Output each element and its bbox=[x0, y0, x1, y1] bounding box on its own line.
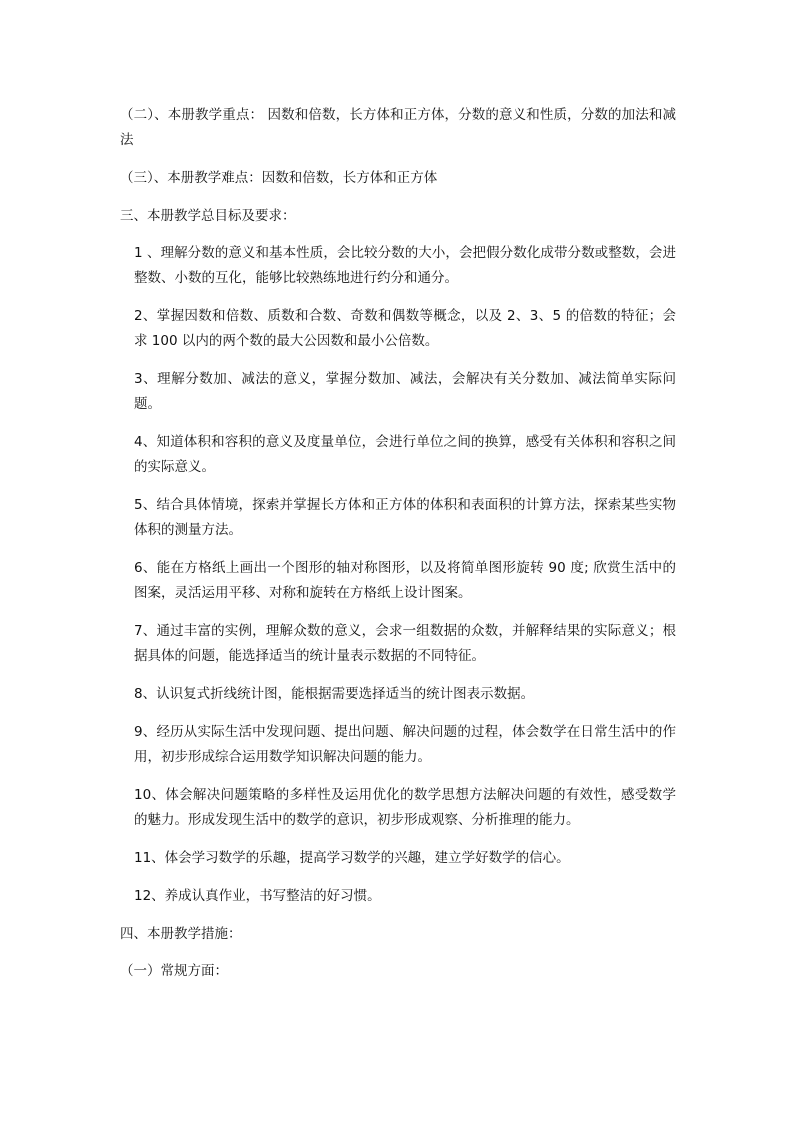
goal-item-5: 5、结合具体情境，探索并掌握长方体和正方体的体积和表面积的计算方法，探索某些实物体积的测量方法。 bbox=[134, 497, 676, 538]
teaching-difficulties: （三）、本册教学难点：因数和倍数，长方体和正方体 bbox=[120, 170, 438, 186]
goal-item-10: 10、体会解决问题策略的多样性及运用优化的数学思想方法解决问题的有效性，感受数学的魅力。形成发现生活中的数学的意识，初步形成观察、分析推理的能力。 bbox=[134, 787, 676, 828]
goal-item-7: 7、通过丰富的实例，理解众数的意义，会求一组数据的众数，并解释结果的实际意义；根据具体的问题，能选择适当的统计量表示数据的不同特征。 bbox=[134, 623, 676, 664]
goal-item-6: 6、能在方格纸上画出一个图形的轴对称图形，以及将简单图形旋转 90 度; 欣赏生活中的图案，灵活运用平移、对称和旋转在方格纸上设计图案。 bbox=[134, 560, 676, 601]
section-3-heading: 三、本册教学总目标及要求： bbox=[120, 208, 296, 224]
section-4-heading: 四、本册教学措施： bbox=[120, 926, 242, 942]
goal-item-9: 9、经历从实际生活中发现问题、提出问题、解决问题的过程，体会数学在日常生活中的作用，初步形成综合运用数学知识解决问题的能力。 bbox=[134, 724, 676, 765]
routine-subheading: （一）常规方面： bbox=[120, 963, 228, 979]
goal-item-2: 2、掌握因数和倍数、质数和合数、奇数和偶数等概念，以及 2、3、5 的倍数的特征；会求 100 以内的两个数的最大公因数和最小公倍数。 bbox=[134, 308, 676, 349]
teaching-key-points: （二）、本册教学重点： 因数和倍数，长方体和正方体，分数的意义和性质，分数的加法和减法 bbox=[120, 107, 676, 148]
goal-item-3: 3、理解分数加、减法的意义，掌握分数加、减法，会解决有关分数加、减法简单实际问题。 bbox=[134, 371, 676, 412]
goal-item-11: 11、体会学习数学的乐趣，提高学习数学的兴趣，建立学好数学的信心。 bbox=[134, 850, 570, 866]
goal-item-1: 1 、理解分数的意义和基本性质，会比较分数的大小，会把假分数化成带分数或整数，会进整数、小数的互化，能够比较熟练地进行约分和通分。 bbox=[134, 245, 676, 286]
document-body bbox=[120, 103, 676, 997]
goal-item-12: 12、养成认真作业，书写整洁的好习惯。 bbox=[134, 888, 381, 904]
goal-item-8: 8、认识复式折线统计图，能根据需要选择适当的统计图表示数据。 bbox=[134, 686, 535, 702]
goal-item-4: 4、知道体积和容积的意义及度量单位，会进行单位之间的换算，感受有关体积和容积之间的实际意义。 bbox=[134, 434, 676, 475]
